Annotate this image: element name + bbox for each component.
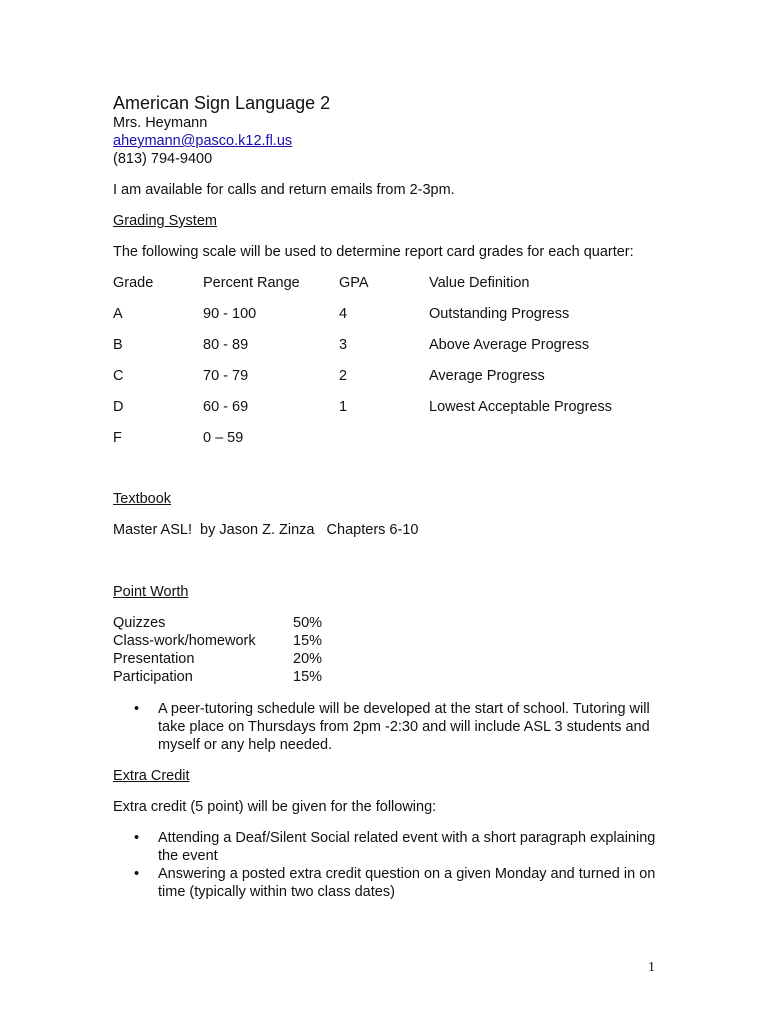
point-percent: 15% (293, 633, 323, 649)
gpa-cell: 2 (339, 368, 348, 384)
tutoring-bullet-list (113, 700, 673, 754)
availability-text: I am available for calls and return emails from 2-3pm. (113, 182, 455, 198)
document-title: American Sign Language 2 (113, 93, 331, 113)
point-category: Participation (113, 669, 193, 685)
gpa-cell: 1 (339, 399, 348, 415)
table-row (113, 650, 322, 668)
grade-cell: C (113, 368, 124, 384)
grade-cell: D (113, 399, 124, 415)
textbook-heading: Textbook (113, 491, 172, 507)
grade-table (113, 274, 669, 460)
range-cell: 80 - 89 (203, 337, 249, 353)
table-row (113, 614, 322, 632)
column-header: Value Definition (429, 275, 530, 291)
definition-cell: Lowest Acceptable Progress (429, 399, 612, 415)
definition-cell: Average Progress (429, 368, 545, 384)
point-worth-table (113, 614, 322, 686)
table-row (113, 305, 669, 336)
extra-credit-intro: Extra credit (5 point) will be given for the following: (113, 799, 437, 815)
column-header: Grade (113, 275, 154, 291)
definition-cell: Outstanding Progress (429, 306, 570, 322)
textbook-text: Master ASL! by Jason Z. Zinza Chapters 6-10 (113, 522, 419, 538)
point-percent: 50% (293, 615, 323, 631)
extra-credit-heading: Extra Credit (113, 768, 190, 784)
list-item: • Attending a Deaf/Silent Social related event with a short paragraph explaining the event (158, 829, 673, 865)
table-row (113, 367, 669, 398)
point-percent: 20% (293, 651, 323, 667)
page-number: 1 (648, 960, 655, 975)
table-row (113, 336, 669, 367)
gpa-cell: 3 (339, 337, 348, 353)
range-cell: 70 - 79 (203, 368, 249, 384)
gpa-cell: 4 (339, 306, 348, 322)
grade-cell: A (113, 306, 123, 322)
grading-heading: Grading System (113, 213, 217, 229)
point-category: Class-work/homework (113, 633, 256, 649)
point-category: Presentation (113, 651, 195, 667)
table-row (113, 398, 669, 429)
table-row (113, 668, 322, 686)
column-header: GPA (339, 275, 369, 291)
extra-credit-bullet-list (113, 829, 673, 901)
grading-intro: The following scale will be used to determine report card grades for each quarter: (113, 244, 634, 260)
range-cell: 0 – 59 (203, 430, 244, 446)
gpa-cell (339, 429, 429, 460)
phone-number: (813) 794-9400 (113, 151, 213, 167)
definition-cell: Above Average Progress (429, 337, 590, 353)
list-item: • Answering a posted extra credit question on a given Monday and turned in on time (typically within two class dates) (158, 865, 673, 901)
document-page (113, 92, 673, 901)
column-header: Percent Range (203, 275, 300, 291)
grade-cell: F (113, 430, 122, 446)
table-row (113, 632, 322, 650)
table-row (113, 429, 669, 460)
email-link[interactable]: aheymann@pasco.k12.fl.us (113, 133, 293, 149)
grade-table-header (113, 274, 669, 305)
point-percent: 15% (293, 669, 323, 685)
list-item: • A peer-tutoring schedule will be developed at the start of school. Tutoring will take place on Thursdays from 2pm -2:30 and will include ASL 3 students and myself or any help needed. (158, 700, 673, 754)
range-cell: 60 - 69 (203, 399, 249, 415)
point-worth-heading: Point Worth (113, 584, 189, 600)
range-cell: 90 - 100 (203, 306, 257, 322)
grade-cell: B (113, 337, 123, 353)
definition-cell (429, 429, 669, 460)
point-category: Quizzes (113, 615, 166, 631)
teacher-name: Mrs. Heymann (113, 115, 208, 131)
